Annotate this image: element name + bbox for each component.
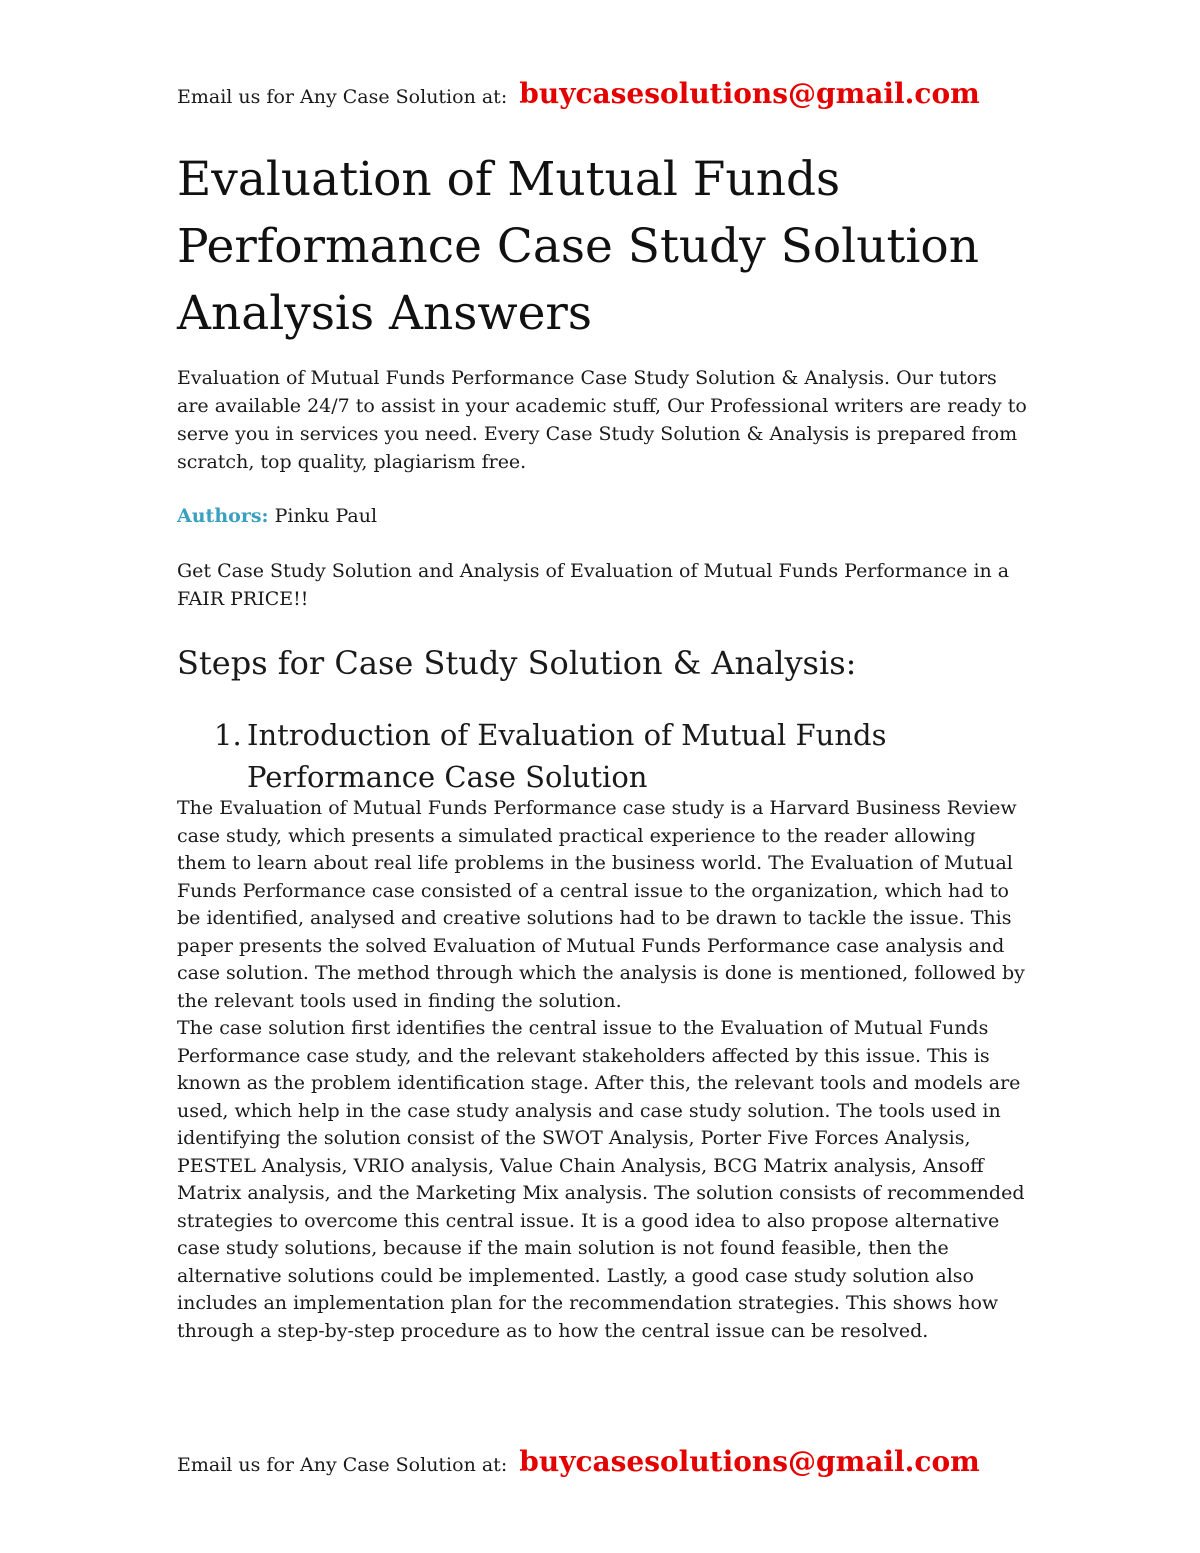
step-1-body [177, 795, 1027, 1345]
email-address-link[interactable]: buycasesolutions@gmail.com [519, 1445, 980, 1478]
bottom-email-banner [177, 1445, 980, 1478]
intro-paragraph: Evaluation of Mutual Funds Performance Case Study Solution & Analysis. Our tutors are available 24/7 to assist in your academic stuff, Our Professional writers are ready to serve you in services you need. Every Case Study Solution & Analysis is prepared from scratch, top quality, plagiarism free. [177, 367, 1027, 473]
email-banner-prefix: Email us for Any Case Solution at: [177, 86, 508, 108]
author-name: Pinku Paul [274, 505, 378, 527]
get-case-paragraph: Get Case Study Solution and Analysis of Evaluation of Mutual Funds Performance in a FAIR PRICE!! [177, 560, 1010, 610]
email-banner-prefix: Email us for Any Case Solution at: [177, 1454, 508, 1476]
email-address-link[interactable]: buycasesolutions@gmail.com [519, 77, 980, 110]
authors-line [177, 502, 377, 530]
body-paragraph-2: The case solution first identifies the central issue to the Evaluation of Mutual Funds Performance case study, and the relevant stakeholders affected by this issue. This is known as the problem identification stage. After this, the relevant tools and models are used, which help in the case study analysis and case study solution. The tools used in identifying the solution consist of the SWOT Analysis, Porter Five Forces Analysis, PESTEL Analysis, VRIO analysis, Value Chain Analysis, BCG Matrix analysis, Ansoff Matrix analysis, and the Marketing Mix analysis. The solution consists of recommended strategies to overcome this central issue. It is a good idea to also propose alternative case study solutions, because if the main solution is not found feasible, then the alternative solutions could be implemented. Lastly, a good case study solution also includes an implementation plan for the recommendation strategies. This shows how through a step-by-step procedure as to how the central issue can be resolved. [177, 1017, 1025, 1342]
steps-heading: Steps for Case Study Solution & Analysis: [177, 644, 857, 682]
top-email-banner [177, 77, 980, 110]
document-title: Evaluation of Mutual Funds Performance Case Study Solution Analysis Answers [177, 152, 979, 341]
body-paragraph-1: The Evaluation of Mutual Funds Performance case study is a Harvard Business Review case study, which presents a simulated practical experience to the reader allowing them to learn about real life problems in the business world. The Evaluation of Mutual Funds Performance case consisted of a central issue to the organization, which had to be identified, analysed and creative solutions had to be drawn to tackle the issue. This paper presents the solved Evaluation of Mutual Funds Performance case analysis and case solution. The method through which the analysis is done is mentioned, followed by the relevant tools used in finding the solution. [177, 797, 1025, 1012]
step-1-number: 1. [214, 718, 242, 752]
step-1-heading [214, 714, 1014, 798]
authors-label: Authors: [177, 505, 269, 527]
step-1-title: Introduction of Evaluation of Mutual Funds Performance Case Solution [247, 718, 887, 794]
